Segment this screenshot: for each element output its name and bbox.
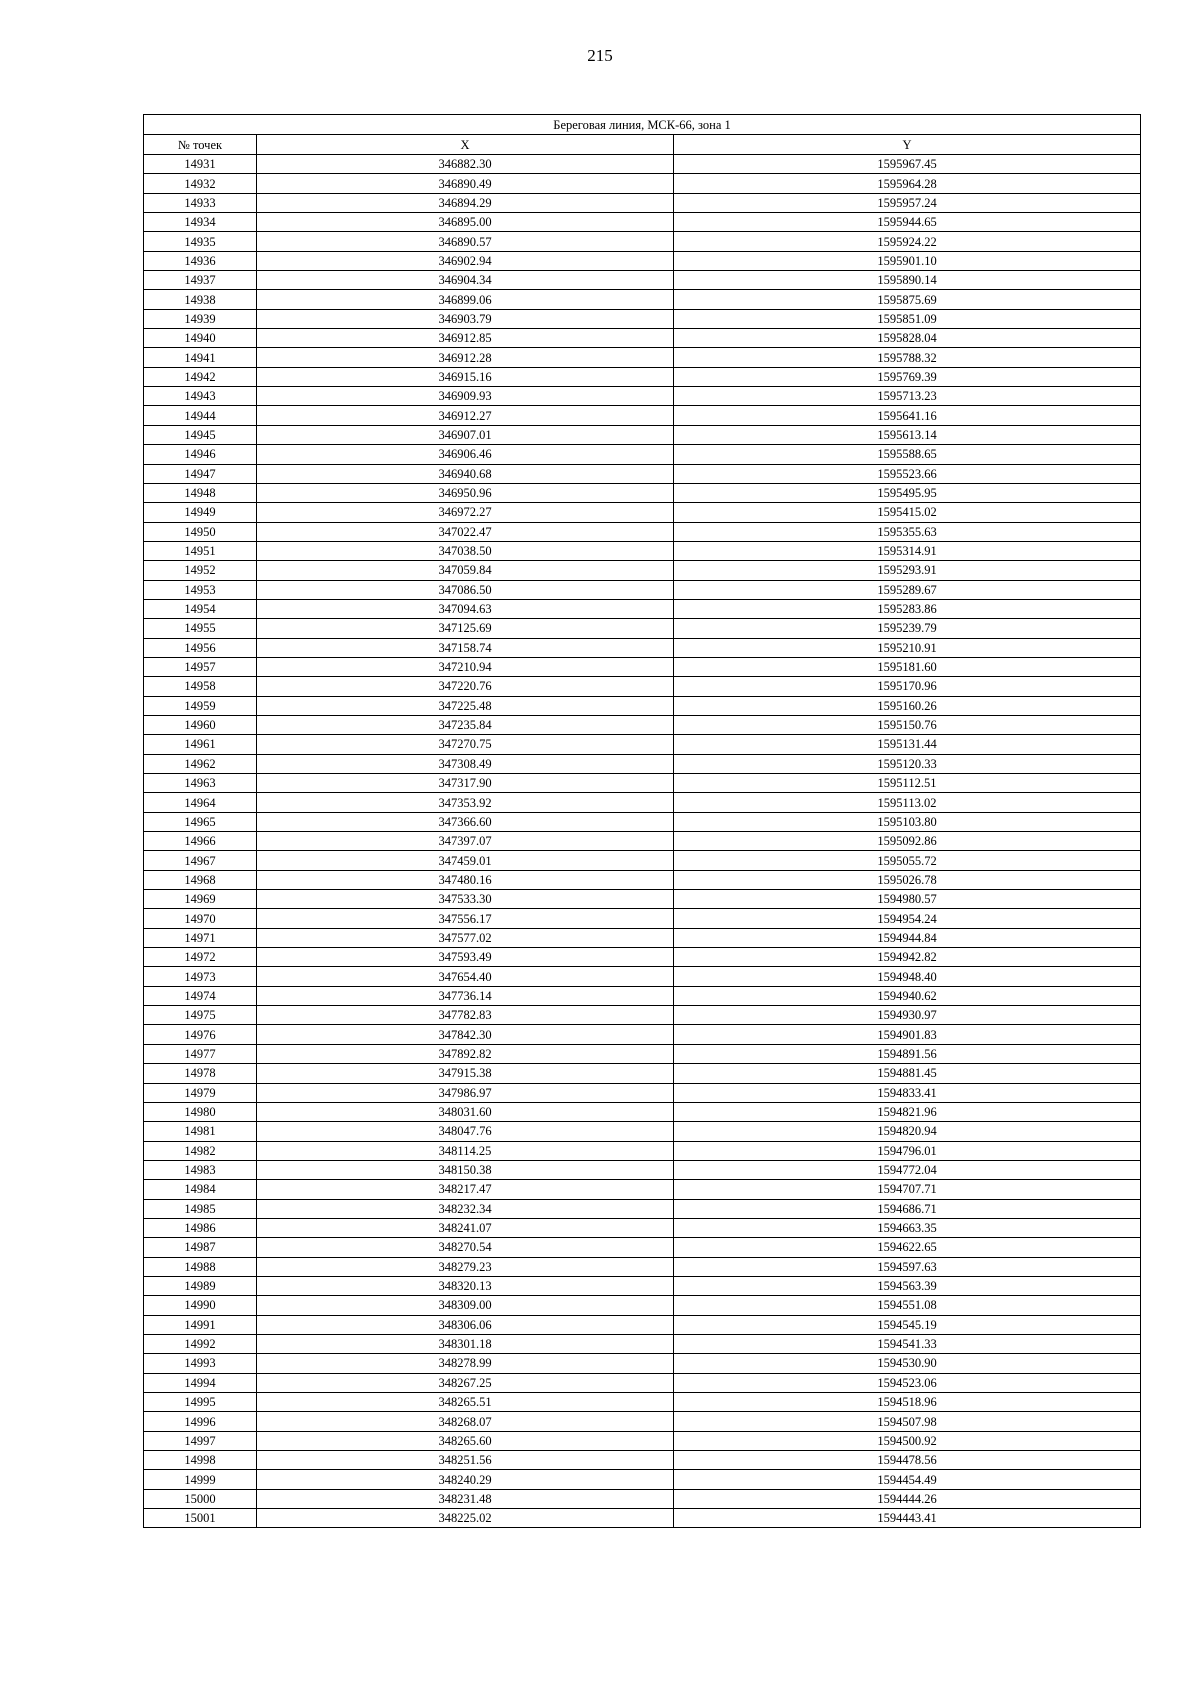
table-row (144, 1276, 1141, 1295)
cell-x: 347225.48 (257, 696, 674, 715)
cell-point-number: 14948 (144, 483, 257, 502)
cell-y: 1594597.63 (674, 1257, 1141, 1276)
cell-point-number: 14988 (144, 1257, 257, 1276)
table-row (144, 503, 1141, 522)
cell-point-number: 14971 (144, 928, 257, 947)
table-row (144, 387, 1141, 406)
table-row (144, 754, 1141, 773)
table-row (144, 1141, 1141, 1160)
cell-x: 347986.97 (257, 1083, 674, 1102)
table-row (144, 271, 1141, 290)
cell-x: 348225.02 (257, 1509, 674, 1528)
cell-x: 347094.63 (257, 599, 674, 618)
cell-x: 347480.16 (257, 870, 674, 889)
cell-y: 1594833.41 (674, 1083, 1141, 1102)
cell-y: 1595588.65 (674, 445, 1141, 464)
table-row (144, 812, 1141, 831)
cell-x: 346915.16 (257, 367, 674, 386)
table-row (144, 619, 1141, 638)
table-row (144, 1199, 1141, 1218)
table-row (144, 1431, 1141, 1450)
cell-point-number: 14985 (144, 1199, 257, 1218)
table-row (144, 948, 1141, 967)
cell-point-number: 14990 (144, 1296, 257, 1315)
table-row (144, 909, 1141, 928)
cell-point-number: 14994 (144, 1373, 257, 1392)
cell-y: 1595788.32 (674, 348, 1141, 367)
cell-y: 1594530.90 (674, 1354, 1141, 1373)
table-body (144, 155, 1141, 1528)
cell-y: 1595103.80 (674, 812, 1141, 831)
cell-y: 1594507.98 (674, 1412, 1141, 1431)
cell-point-number: 14976 (144, 1025, 257, 1044)
cell-x: 348268.07 (257, 1412, 674, 1431)
table-row (144, 1373, 1141, 1392)
cell-y: 1594541.33 (674, 1334, 1141, 1353)
cell-y: 1595851.09 (674, 309, 1141, 328)
cell-point-number: 14967 (144, 851, 257, 870)
cell-point-number: 14933 (144, 193, 257, 212)
cell-y: 1595112.51 (674, 774, 1141, 793)
cell-point-number: 14960 (144, 715, 257, 734)
cell-y: 1595092.86 (674, 832, 1141, 851)
cell-point-number: 14942 (144, 367, 257, 386)
table-row (144, 1102, 1141, 1121)
table-row (144, 561, 1141, 580)
table-caption: Береговая линия, МСК-66, зона 1 (144, 115, 1141, 135)
cell-y: 1594980.57 (674, 890, 1141, 909)
cell-point-number: 14946 (144, 445, 257, 464)
table-row (144, 1044, 1141, 1063)
table-row (144, 1218, 1141, 1237)
header-y: Y (674, 135, 1141, 155)
cell-point-number: 14949 (144, 503, 257, 522)
cell-point-number: 14999 (144, 1470, 257, 1489)
cell-y: 1594551.08 (674, 1296, 1141, 1315)
cell-point-number: 14947 (144, 464, 257, 483)
cell-y: 1594930.97 (674, 1006, 1141, 1025)
cell-x: 346950.96 (257, 483, 674, 502)
cell-point-number: 14931 (144, 155, 257, 174)
cell-x: 347220.76 (257, 677, 674, 696)
cell-x: 348047.76 (257, 1122, 674, 1141)
cell-y: 1595495.95 (674, 483, 1141, 502)
cell-point-number: 14996 (144, 1412, 257, 1431)
cell-y: 1594523.06 (674, 1373, 1141, 1392)
cell-point-number: 14995 (144, 1393, 257, 1412)
cell-x: 347533.30 (257, 890, 674, 909)
cell-x: 346912.85 (257, 329, 674, 348)
cell-point-number: 14984 (144, 1180, 257, 1199)
table-row (144, 483, 1141, 502)
cell-x: 348309.00 (257, 1296, 674, 1315)
cell-y: 1595875.69 (674, 290, 1141, 309)
cell-y: 1595964.28 (674, 174, 1141, 193)
cell-y: 1595150.76 (674, 715, 1141, 734)
cell-point-number: 14954 (144, 599, 257, 618)
table-row (144, 193, 1141, 212)
cell-x: 347842.30 (257, 1025, 674, 1044)
cell-y: 1595924.22 (674, 232, 1141, 251)
header-point-number: № точек (144, 135, 257, 155)
table-row (144, 599, 1141, 618)
cell-point-number: 14963 (144, 774, 257, 793)
table-row (144, 1122, 1141, 1141)
cell-x: 347270.75 (257, 735, 674, 754)
cell-x: 346894.29 (257, 193, 674, 212)
cell-point-number: 15001 (144, 1509, 257, 1528)
cell-point-number: 14977 (144, 1044, 257, 1063)
table-row (144, 1470, 1141, 1489)
cell-point-number: 14956 (144, 638, 257, 657)
cell-y: 1595170.96 (674, 677, 1141, 696)
cell-x: 347459.01 (257, 851, 674, 870)
cell-y: 1594545.19 (674, 1315, 1141, 1334)
cell-y: 1594707.71 (674, 1180, 1141, 1199)
cell-y: 1595713.23 (674, 387, 1141, 406)
cell-point-number: 14987 (144, 1238, 257, 1257)
cell-y: 1595890.14 (674, 271, 1141, 290)
cell-y: 1594686.71 (674, 1199, 1141, 1218)
cell-x: 347782.83 (257, 1006, 674, 1025)
cell-x: 348251.56 (257, 1451, 674, 1470)
cell-point-number: 14979 (144, 1083, 257, 1102)
cell-y: 1595613.14 (674, 425, 1141, 444)
cell-point-number: 14932 (144, 174, 257, 193)
table-row (144, 1412, 1141, 1431)
header-x: X (257, 135, 674, 155)
cell-y: 1595113.02 (674, 793, 1141, 812)
table-row (144, 445, 1141, 464)
cell-point-number: 14941 (144, 348, 257, 367)
cell-point-number: 14939 (144, 309, 257, 328)
table-row (144, 541, 1141, 560)
cell-x: 348279.23 (257, 1257, 674, 1276)
cell-point-number: 14969 (144, 890, 257, 909)
table-row (144, 1393, 1141, 1412)
table-row (144, 1257, 1141, 1276)
cell-point-number: 14958 (144, 677, 257, 696)
table-row (144, 309, 1141, 328)
cell-y: 1595523.66 (674, 464, 1141, 483)
cell-point-number: 14978 (144, 1064, 257, 1083)
cell-x: 348270.54 (257, 1238, 674, 1257)
cell-point-number: 14965 (144, 812, 257, 831)
table-row (144, 1180, 1141, 1199)
cell-x: 347317.90 (257, 774, 674, 793)
cell-y: 1595131.44 (674, 735, 1141, 754)
cell-point-number: 14970 (144, 909, 257, 928)
cell-y: 1594454.49 (674, 1470, 1141, 1489)
cell-point-number: 14938 (144, 290, 257, 309)
cell-y: 1595283.86 (674, 599, 1141, 618)
cell-y: 1594478.56 (674, 1451, 1141, 1470)
cell-y: 1595210.91 (674, 638, 1141, 657)
cell-point-number: 14981 (144, 1122, 257, 1141)
table-row (144, 329, 1141, 348)
table-row (144, 832, 1141, 851)
table-row (144, 1451, 1141, 1470)
table-row (144, 1334, 1141, 1353)
cell-point-number: 14972 (144, 948, 257, 967)
cell-point-number: 14936 (144, 251, 257, 270)
cell-y: 1594821.96 (674, 1102, 1141, 1121)
table-row (144, 174, 1141, 193)
cell-y: 1595055.72 (674, 851, 1141, 870)
cell-y: 1595314.91 (674, 541, 1141, 560)
cell-x: 347556.17 (257, 909, 674, 928)
table-row (144, 1489, 1141, 1508)
table-row (144, 696, 1141, 715)
cell-x: 346907.01 (257, 425, 674, 444)
table-row (144, 348, 1141, 367)
cell-y: 1594820.94 (674, 1122, 1141, 1141)
cell-point-number: 14953 (144, 580, 257, 599)
cell-x: 346912.27 (257, 406, 674, 425)
cell-y: 1594940.62 (674, 986, 1141, 1005)
cell-point-number: 14957 (144, 657, 257, 676)
cell-point-number: 14964 (144, 793, 257, 812)
cell-y: 1594622.65 (674, 1238, 1141, 1257)
cell-point-number: 14998 (144, 1451, 257, 1470)
table-row (144, 715, 1141, 734)
cell-point-number: 14962 (144, 754, 257, 773)
cell-point-number: 14997 (144, 1431, 257, 1450)
cell-x: 346904.34 (257, 271, 674, 290)
cell-x: 346972.27 (257, 503, 674, 522)
cell-x: 347593.49 (257, 948, 674, 967)
table-row (144, 1296, 1141, 1315)
cell-point-number: 14935 (144, 232, 257, 251)
cell-y: 1594443.41 (674, 1509, 1141, 1528)
table-row (144, 967, 1141, 986)
table-row (144, 870, 1141, 889)
table-row (144, 464, 1141, 483)
cell-x: 348301.18 (257, 1334, 674, 1353)
cell-x: 347366.60 (257, 812, 674, 831)
cell-y: 1594901.83 (674, 1025, 1141, 1044)
cell-x: 347210.94 (257, 657, 674, 676)
table-row (144, 1064, 1141, 1083)
coordinates-table (143, 114, 1141, 1528)
cell-y: 1595289.67 (674, 580, 1141, 599)
cell-x: 348217.47 (257, 1180, 674, 1199)
table-row (144, 522, 1141, 541)
cell-x: 347158.74 (257, 638, 674, 657)
cell-x: 347086.50 (257, 580, 674, 599)
table-row (144, 1083, 1141, 1102)
cell-x: 347308.49 (257, 754, 674, 773)
table-row (144, 774, 1141, 793)
cell-x: 346912.28 (257, 348, 674, 367)
cell-point-number: 14952 (144, 561, 257, 580)
table-row (144, 232, 1141, 251)
cell-point-number: 14968 (144, 870, 257, 889)
cell-point-number: 14955 (144, 619, 257, 638)
cell-point-number: 14944 (144, 406, 257, 425)
cell-x: 347736.14 (257, 986, 674, 1005)
cell-point-number: 14961 (144, 735, 257, 754)
cell-x: 347059.84 (257, 561, 674, 580)
cell-x: 348232.34 (257, 1199, 674, 1218)
cell-x: 348265.60 (257, 1431, 674, 1450)
cell-x: 348240.29 (257, 1470, 674, 1489)
cell-y: 1594796.01 (674, 1141, 1141, 1160)
cell-point-number: 14986 (144, 1218, 257, 1237)
cell-x: 346890.57 (257, 232, 674, 251)
table-header-row (144, 135, 1141, 155)
cell-point-number: 14934 (144, 213, 257, 232)
cell-y: 1595957.24 (674, 193, 1141, 212)
cell-y: 1595160.26 (674, 696, 1141, 715)
table-row (144, 251, 1141, 270)
table-row (144, 1006, 1141, 1025)
cell-point-number: 14982 (144, 1141, 257, 1160)
cell-x: 346899.06 (257, 290, 674, 309)
cell-x: 347125.69 (257, 619, 674, 638)
cell-x: 346940.68 (257, 464, 674, 483)
table-row (144, 406, 1141, 425)
cell-x: 347892.82 (257, 1044, 674, 1063)
cell-x: 346906.46 (257, 445, 674, 464)
cell-x: 347577.02 (257, 928, 674, 947)
cell-x: 347235.84 (257, 715, 674, 734)
cell-x: 347022.47 (257, 522, 674, 541)
table-row (144, 735, 1141, 754)
cell-point-number: 14975 (144, 1006, 257, 1025)
cell-y: 1594518.96 (674, 1393, 1141, 1412)
cell-x: 347038.50 (257, 541, 674, 560)
cell-x: 348265.51 (257, 1393, 674, 1412)
cell-y: 1594948.40 (674, 967, 1141, 986)
cell-x: 348267.25 (257, 1373, 674, 1392)
cell-y: 1595026.78 (674, 870, 1141, 889)
table-row (144, 290, 1141, 309)
cell-point-number: 14959 (144, 696, 257, 715)
cell-x: 346895.00 (257, 213, 674, 232)
cell-x: 348231.48 (257, 1489, 674, 1508)
table-row (144, 367, 1141, 386)
table-row (144, 851, 1141, 870)
table-row (144, 1238, 1141, 1257)
table-row (144, 657, 1141, 676)
cell-y: 1595944.65 (674, 213, 1141, 232)
cell-x: 347353.92 (257, 793, 674, 812)
table-row (144, 638, 1141, 657)
cell-x: 346909.93 (257, 387, 674, 406)
cell-point-number: 14980 (144, 1102, 257, 1121)
cell-point-number: 14951 (144, 541, 257, 560)
cell-x: 346902.94 (257, 251, 674, 270)
cell-y: 1594944.84 (674, 928, 1141, 947)
cell-y: 1595293.91 (674, 561, 1141, 580)
cell-y: 1594563.39 (674, 1276, 1141, 1295)
cell-x: 348320.13 (257, 1276, 674, 1295)
cell-y: 1595181.60 (674, 657, 1141, 676)
cell-point-number: 15000 (144, 1489, 257, 1508)
cell-x: 348150.38 (257, 1160, 674, 1179)
cell-x: 347915.38 (257, 1064, 674, 1083)
cell-x: 348031.60 (257, 1102, 674, 1121)
cell-x: 346890.49 (257, 174, 674, 193)
cell-point-number: 14966 (144, 832, 257, 851)
table-row (144, 1354, 1141, 1373)
cell-x: 347397.07 (257, 832, 674, 851)
table-row (144, 793, 1141, 812)
cell-point-number: 14943 (144, 387, 257, 406)
cell-x: 348241.07 (257, 1218, 674, 1237)
cell-point-number: 14937 (144, 271, 257, 290)
cell-y: 1594881.45 (674, 1064, 1141, 1083)
cell-y: 1595415.02 (674, 503, 1141, 522)
table-row (144, 580, 1141, 599)
cell-y: 1595355.63 (674, 522, 1141, 541)
cell-y: 1595769.39 (674, 367, 1141, 386)
table-row (144, 425, 1141, 444)
table-row (144, 677, 1141, 696)
cell-x: 346903.79 (257, 309, 674, 328)
cell-x: 347654.40 (257, 967, 674, 986)
table-row (144, 213, 1141, 232)
cell-point-number: 14983 (144, 1160, 257, 1179)
table-row (144, 890, 1141, 909)
cell-point-number: 14945 (144, 425, 257, 444)
page-number: 215 (587, 46, 613, 65)
table-caption-row (144, 115, 1141, 135)
cell-x: 348306.06 (257, 1315, 674, 1334)
cell-point-number: 14974 (144, 986, 257, 1005)
cell-y: 1594954.24 (674, 909, 1141, 928)
cell-point-number: 14991 (144, 1315, 257, 1334)
cell-y: 1594942.82 (674, 948, 1141, 967)
cell-y: 1595967.45 (674, 155, 1141, 174)
cell-y: 1595828.04 (674, 329, 1141, 348)
cell-point-number: 14993 (144, 1354, 257, 1373)
cell-x: 348278.99 (257, 1354, 674, 1373)
cell-point-number: 14973 (144, 967, 257, 986)
table-row (144, 1160, 1141, 1179)
cell-y: 1594772.04 (674, 1160, 1141, 1179)
table-row (144, 986, 1141, 1005)
cell-x: 346882.30 (257, 155, 674, 174)
cell-point-number: 14950 (144, 522, 257, 541)
cell-y: 1594500.92 (674, 1431, 1141, 1450)
table-row (144, 1025, 1141, 1044)
cell-y: 1595641.16 (674, 406, 1141, 425)
cell-y: 1595120.33 (674, 754, 1141, 773)
table-row (144, 155, 1141, 174)
cell-point-number: 14992 (144, 1334, 257, 1353)
cell-y: 1595901.10 (674, 251, 1141, 270)
table-row (144, 1315, 1141, 1334)
cell-y: 1594663.35 (674, 1218, 1141, 1237)
table-row (144, 928, 1141, 947)
table-row (144, 1509, 1141, 1528)
cell-point-number: 14989 (144, 1276, 257, 1295)
cell-x: 348114.25 (257, 1141, 674, 1160)
cell-y: 1594444.26 (674, 1489, 1141, 1508)
cell-y: 1594891.56 (674, 1044, 1141, 1063)
cell-point-number: 14940 (144, 329, 257, 348)
cell-y: 1595239.79 (674, 619, 1141, 638)
